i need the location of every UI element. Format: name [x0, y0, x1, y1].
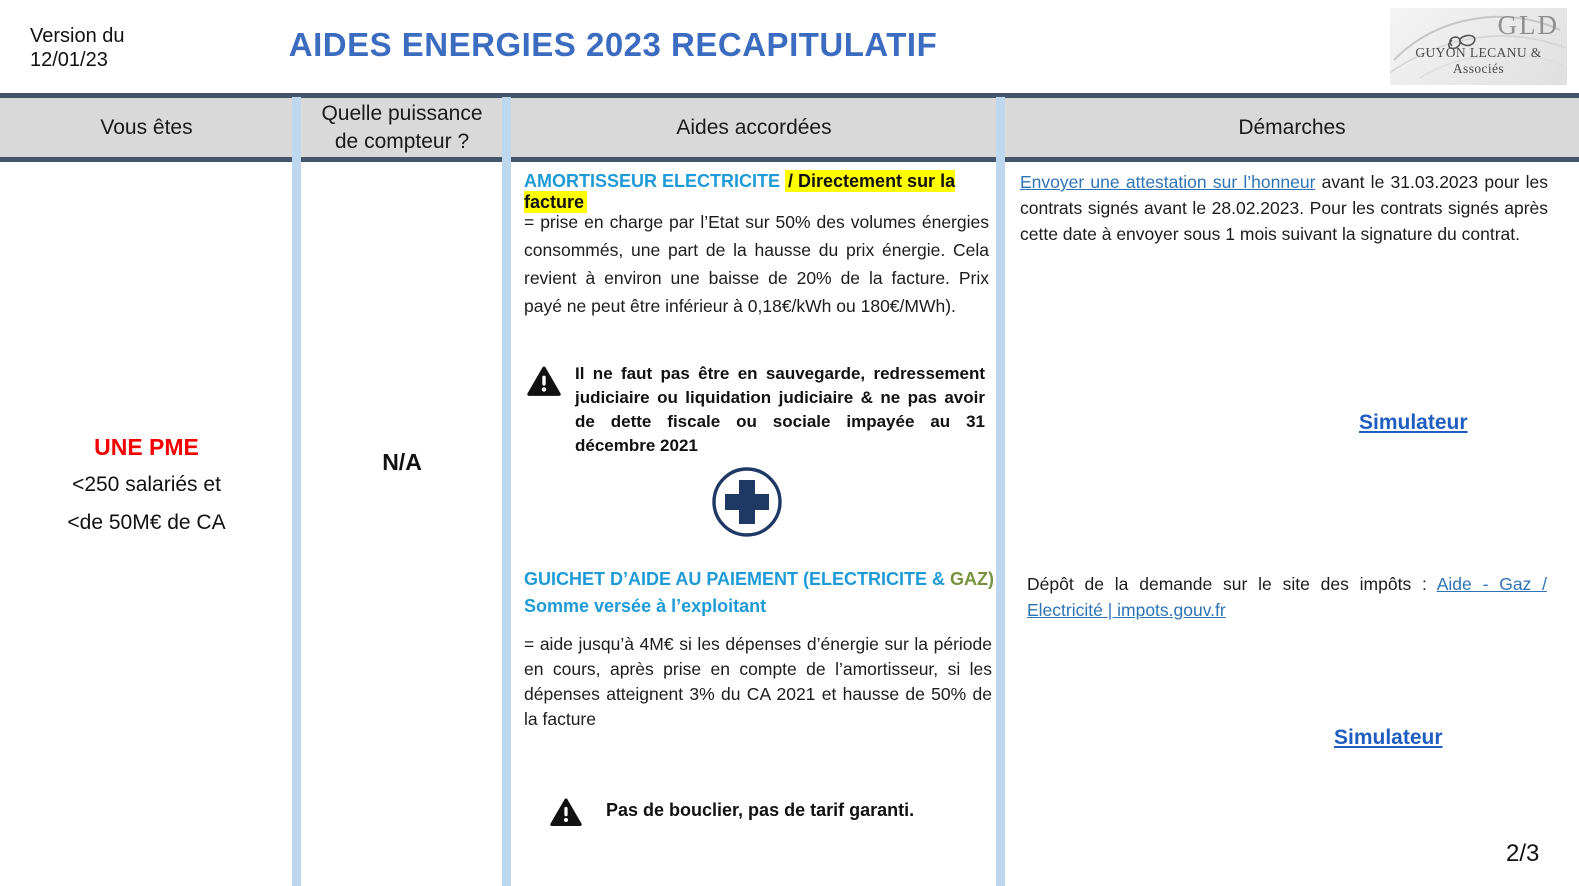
column-header-aides: Aides accordées: [676, 115, 832, 139]
warning-icon: [550, 797, 582, 827]
guichet-warning: [550, 794, 990, 827]
guichet-warning-text: Pas de bouclier, pas de tarif garanti.: [606, 800, 915, 820]
guichet-heading: [524, 566, 998, 620]
amortisseur-heading-blue: AMORTISSEUR ELECTRICITE: [524, 171, 786, 191]
depot-link[interactable]: Aide - Gaz / Electricité | impots.gouv.fr: [1027, 574, 1547, 620]
guichet-heading-subtitle: Somme versée à l’exploitant: [524, 596, 767, 616]
version-label: Version du: [30, 25, 125, 47]
column-header-puissance: Quelle puissance de compteur ?: [321, 101, 483, 153]
page-number: 2/3: [1506, 840, 1540, 867]
amortisseur-heading: [524, 171, 992, 213]
company-logo: [1390, 8, 1567, 85]
logo-initials: GLD: [1497, 10, 1559, 40]
logo-firm-name: GUYON LECANU & Associés: [1415, 45, 1542, 76]
guichet-description: = aide jusqu’à 4M€ si les dépenses d’énergie sur la période en cours, après prise en compte de l’amortisseur, si les dépenses atteignent 3% du CA 2021 et hausse de 50% de la facture: [524, 634, 992, 729]
amortisseur-description: = prise en charge par l’Etat sur 50% des volumes énergies consommés, une part de la hausse du prix énergie. Cela revient à environ une baisse de 20% de la facture. Prix payé ne peut être inférieur à 0,18€/kWh ou 180€/MWh).: [524, 212, 989, 316]
company-type-label: UNE PME: [94, 434, 199, 460]
column-divider: [996, 97, 1005, 886]
amortisseur-heading-highlight: / Directement sur la facture: [524, 171, 956, 212]
cell-puissance-value: N/A: [382, 449, 422, 475]
page-title: AIDES ENERGIES 2023 RECAPITULATIF: [288, 26, 938, 63]
attestation-link[interactable]: Envoyer une attestation sur l’honneur: [1020, 172, 1316, 192]
plus-circle-icon: [711, 466, 783, 538]
simulateur-link-1[interactable]: Simulateur: [1359, 411, 1468, 434]
column-header-vous-etes: Vous êtes: [100, 115, 193, 139]
attestation-paragraph: [1020, 169, 1548, 247]
version-stamp: [30, 24, 125, 72]
guichet-heading-gaz: GAZ): [950, 569, 995, 589]
warning-icon: [527, 365, 561, 397]
depot-text: Dépôt de la demande sur le site des impôts :: [1027, 574, 1437, 594]
simulateur-link-2[interactable]: Simulateur: [1334, 726, 1443, 749]
company-criteria-employees: <250 salariés et: [72, 473, 221, 496]
cell-vous-etes: [0, 428, 293, 542]
company-criteria-revenue: <de 50M€ de CA: [67, 511, 226, 534]
depot-paragraph: [1027, 571, 1547, 623]
column-header-demarches: Démarches: [1238, 115, 1346, 139]
amortisseur-warning: [527, 362, 989, 458]
guichet-heading-line1: GUICHET D’AIDE AU PAIEMENT (ELECTRICITE & GAZ): [524, 569, 995, 589]
amortisseur-warning-text: Il ne faut pas être en sauvegarde, redressement judiciaire ou liquidation judiciaire & ne pas avoir de dette fiscale ou sociale impayée au 31 décembre 2021: [575, 364, 985, 455]
column-divider: [292, 97, 301, 886]
column-divider: [502, 97, 511, 886]
attestation-text: avant le 31.03.2023 pour les contrats signés avant le 28.02.2023. Pour les contrats signés après cette date à envoyer sous 1 mois suivant la signature du contrat.: [1020, 172, 1548, 244]
version-date: 12/01/23: [30, 49, 108, 71]
